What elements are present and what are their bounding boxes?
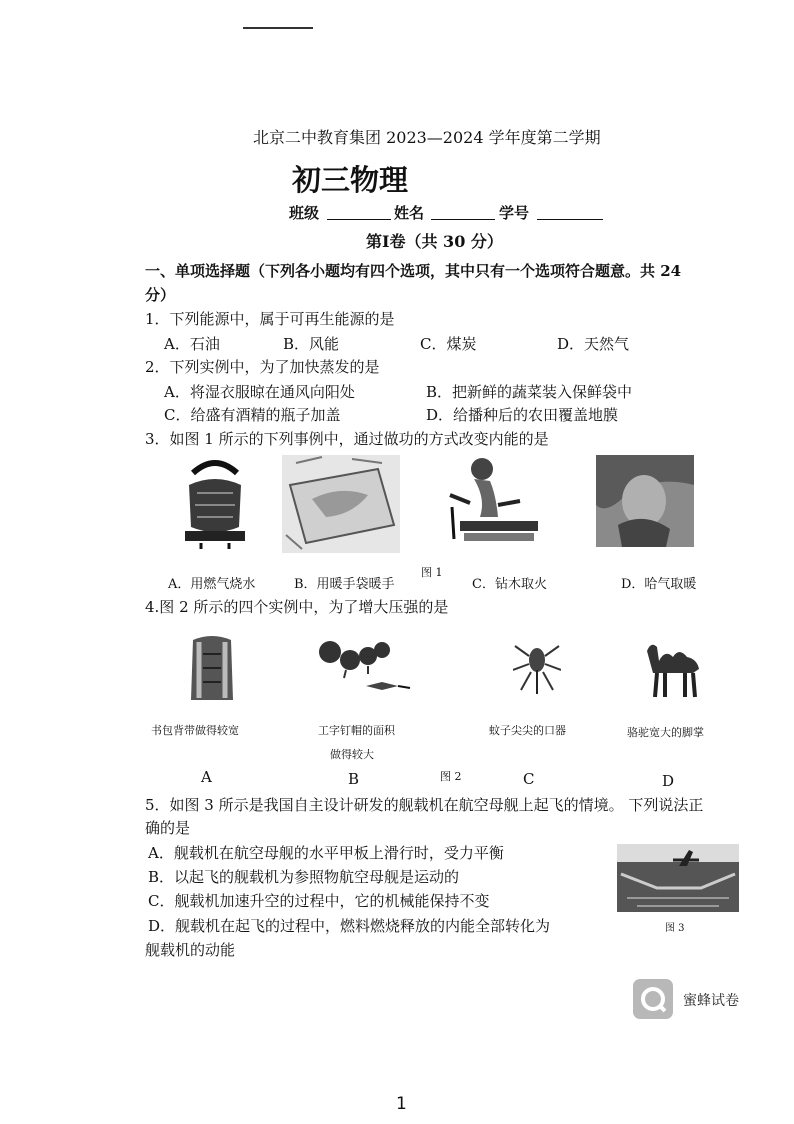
- q4-caption-a: 书包背带做得较宽: [151, 724, 239, 737]
- page-title: 初三物理: [292, 163, 409, 197]
- class-blank[interactable]: [327, 219, 391, 220]
- q4-figure-a-backpack: [183, 634, 241, 704]
- q4-caption-b-line2: 做得较大: [330, 748, 374, 761]
- q5-option-b: B．以起飞的舰载机为参照物航空母舰是运动的: [148, 868, 460, 886]
- q5-stem-line1: 5．如图 3 所示是我国自主设计研发的舰载机在航空母舰上起飞的情境。 下列说法正: [145, 796, 704, 814]
- name-blank[interactable]: [431, 219, 495, 220]
- volume-title: 第Ⅰ卷（共 30 分）: [366, 232, 503, 251]
- q5-option-a: A．舰载机在航空母舰的水平甲板上滑行时，受力平衡: [148, 844, 504, 862]
- q2-stem: 2．下列实例中，为了加快蒸发的是: [145, 358, 380, 376]
- id-label: 学号: [499, 204, 530, 222]
- q3-stem: 3．如图 1 所示的下列事例中，通过做功的方式改变内能的是: [145, 430, 549, 448]
- q3-caption-c: C．钻木取火: [472, 577, 547, 592]
- q3-caption-b: B．用暖手袋暖手: [294, 577, 395, 592]
- q5-option-c: C．舰载机加速升空的过程中，它的机械能保持不变: [148, 892, 490, 910]
- part1-heading-line2: 分）: [145, 286, 176, 304]
- q4-caption-c: 蚊子尖尖的口器: [489, 724, 566, 737]
- q5-stem-line2: 确的是: [145, 819, 191, 837]
- q4-option-letter-d: D: [662, 772, 675, 790]
- q4-stem: 4.图 2 所示的四个实例中，为了增大压强的是: [145, 598, 449, 616]
- refresh-icon: [633, 979, 673, 1019]
- id-blank[interactable]: [537, 219, 603, 220]
- q4-option-letter-b: B: [348, 770, 360, 788]
- q5-figure-label: 图 3: [665, 923, 685, 934]
- watermark-text: 蜜蜂试卷: [683, 993, 739, 1009]
- name-label: 姓名: [394, 204, 425, 222]
- q3-figure-a-gas-stove: [175, 455, 255, 550]
- class-label: 班级: [289, 204, 320, 222]
- school-term-title: 北京二中教育集团 2023—2024 学年度第二学期: [253, 128, 601, 147]
- q4-figure-label: 图 2: [440, 770, 462, 783]
- top-rule: [243, 27, 313, 29]
- q1-stem: 1．下列能源中，属于可再生能源的是: [145, 310, 395, 328]
- q2-option-b: B．把新鲜的蔬菜装入保鲜袋中: [426, 383, 633, 401]
- q2-option-c: C．给盛有酒精的瓶子加盖: [164, 406, 341, 424]
- watermark-logo: [633, 979, 673, 1019]
- q4-figure-d-camel: [641, 637, 705, 699]
- q3-figure-label: 图 1: [421, 566, 443, 579]
- q3-caption-a: A．用燃气烧水: [168, 577, 256, 592]
- q5-option-d-line2: 舰载机的动能: [145, 941, 236, 959]
- q2-option-a: A．将湿衣服晾在通风向阳处: [164, 383, 355, 401]
- q4-figure-c-mosquito: [513, 640, 561, 696]
- q5-figure-carrier-jet: [617, 844, 739, 912]
- q4-option-letter-c: C: [523, 770, 535, 788]
- q3-caption-d: D．哈气取暖: [621, 577, 697, 592]
- q3-figure-c-drilling-wood: [440, 455, 544, 550]
- q4-caption-b-line1: 工字钉帽的面积: [318, 724, 395, 737]
- q4-figure-b-thumbtacks: [316, 630, 412, 700]
- page-number: 1: [396, 1094, 407, 1114]
- q1-option-c: C．煤炭: [420, 335, 477, 353]
- q2-option-d: D．给播种后的农田覆盖地膜: [426, 406, 619, 424]
- q1-option-b: B．风能: [283, 335, 340, 353]
- q1-option-a: A．石油: [164, 335, 220, 353]
- q4-caption-d: 骆驼宽大的脚掌: [627, 726, 704, 739]
- q5-option-d-line1: D．舰载机在起飞的过程中，燃料燃烧释放的内能全部转化为: [148, 917, 551, 935]
- q1-option-d: D．天然气: [557, 335, 630, 353]
- q3-figure-b-hand-warmer: [282, 455, 400, 553]
- q3-figure-d-breath-warming: [596, 455, 694, 547]
- q4-option-letter-a: A: [201, 768, 212, 786]
- part1-heading-line1: 一、单项选择题（下列各小题均有四个选项，其中只有一个选项符合题意。共 24: [145, 262, 682, 280]
